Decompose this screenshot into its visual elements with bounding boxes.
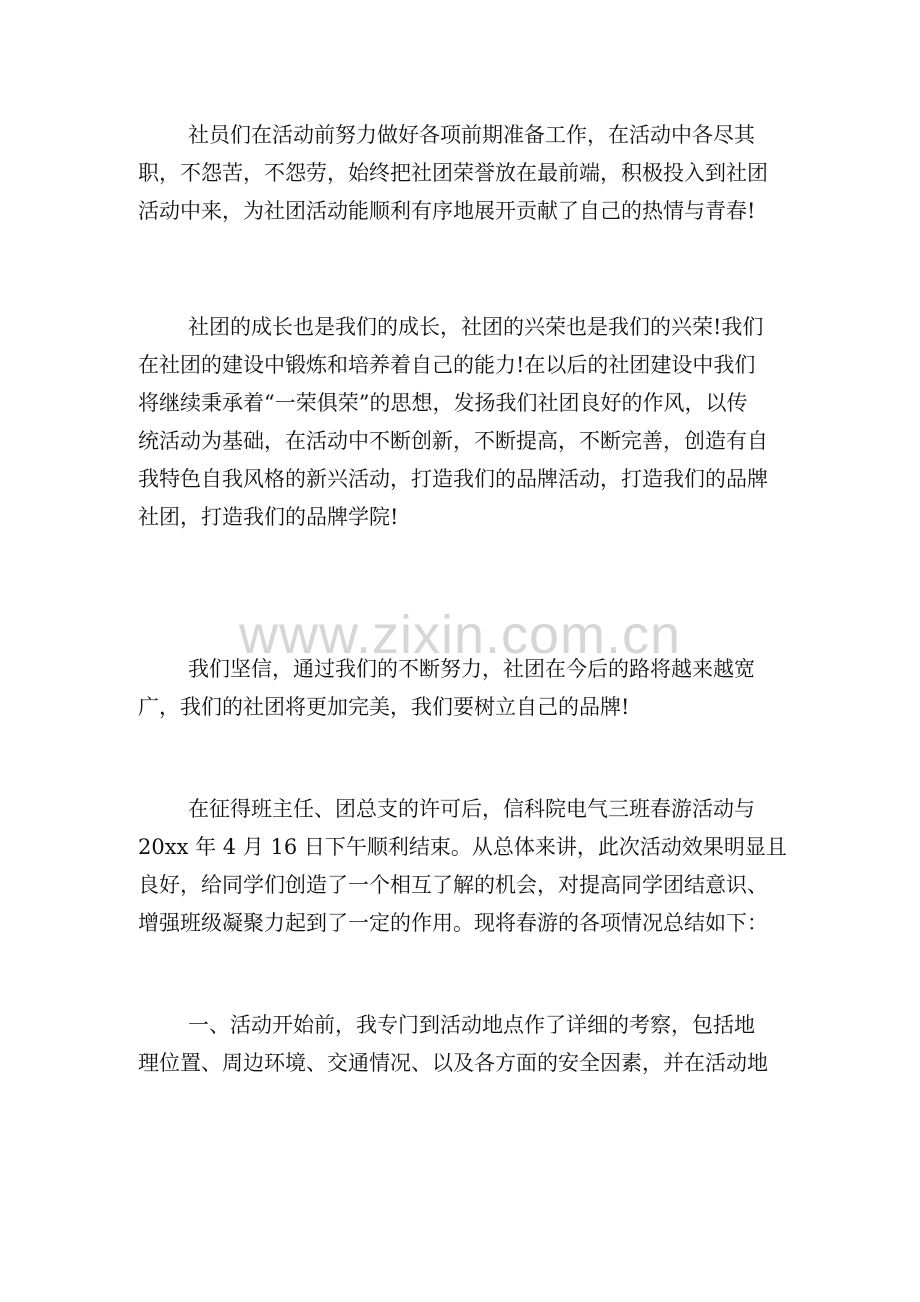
- paragraph-line: 在社团的建设中锻炼和培养着自己的能力!在以后的社团建设中我们: [138, 353, 756, 377]
- paragraph-2: [138, 308, 798, 536]
- paragraph-line: 理位置、周边环境、交通情况、以及各方面的安全因素，并在活动地: [138, 1051, 768, 1075]
- paragraph-line: 增强班级凝聚力起到了一定的作用。现将春游的各项情况总结如下：: [138, 911, 768, 935]
- paragraph-line: 活动中来，为社团活动能顺利有序地展开贡献了自己的热情与青春!: [138, 199, 756, 223]
- paragraph-line: 社员们在活动前努力做好各项前期准备工作，在活动中各尽其: [188, 123, 755, 147]
- paragraph-line: 社团，打造我们的品牌学院!: [138, 505, 399, 529]
- paragraph-line: 统活动为基础，在活动中不断创新，不断提高，不断完善，创造有自: [138, 429, 768, 453]
- paragraph-line: 良好，给同学们创造了一个相互了解的机会，对提高同学团结意识、: [138, 873, 768, 897]
- paragraph-line: 职，不怨苦，不怨劳，始终把社团荣誉放在最前端，积极投入到社团: [138, 161, 768, 185]
- paragraph-3: [138, 650, 798, 726]
- paragraph-4: [138, 790, 798, 942]
- paragraph-line: 在征得班主任、团总支的许可后，信科院电气三班春游活动与: [188, 797, 755, 821]
- paragraph-line: 将继续秉承着“一荣俱荣”的思想，发扬我们社团良好的作风，以传: [138, 391, 748, 415]
- paragraph-line: 我特色自我风格的新兴活动，打造我们的品牌活动，打造我们的品牌: [138, 467, 768, 491]
- watermark: www.zixin.com.cn: [238, 605, 682, 665]
- paragraph-line: 一、活动开始前，我专门到活动地点作了详细的考察，包括地: [188, 1013, 755, 1037]
- paragraph-line: 我们坚信，通过我们的不断努力，社团在今后的路将越来越宽: [188, 657, 755, 681]
- paragraph-line: 广，我们的社团将更加完美，我们要树立自己的品牌!: [138, 695, 630, 719]
- paragraph-line: 社团的成长也是我们的成长，社团的兴荣也是我们的兴荣!我们: [188, 315, 764, 339]
- paragraph-1: [138, 116, 798, 230]
- paragraph-line: 20xx 年 4 月 16 日下午顺利结束。从总体来讲，此次活动效果明显且: [138, 835, 787, 859]
- paragraph-5: [138, 1006, 798, 1082]
